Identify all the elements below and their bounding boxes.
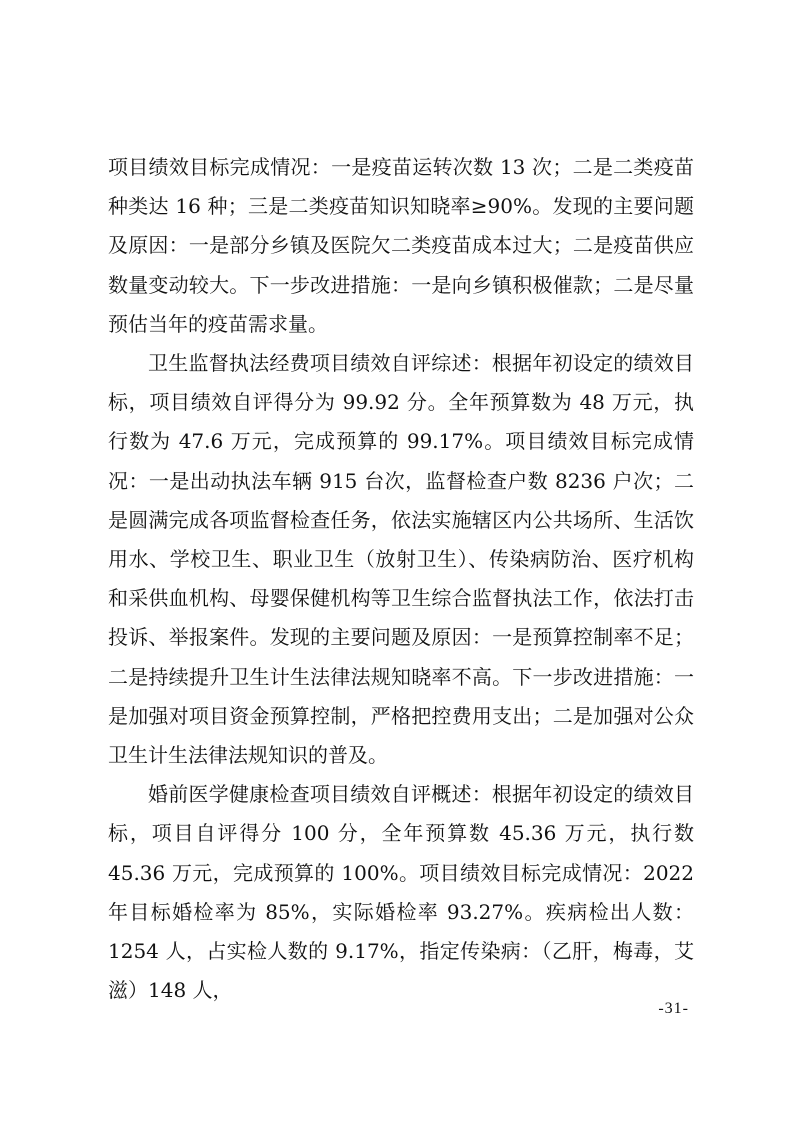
paragraph-health-supervision: 卫生监督执法经费项目绩效自评综述：根据年初设定的绩效目标，项目绩效自评得分为 99.92 分。全年预算数为 48 万元，执行数为 47.6 万元，完成预算的 99.17%。项目绩效目标完成情况：一是出动执法车辆 915 台次，监督检查户数 8236 户次；二是圆满完成各项监督检查任务，依法实施辖区内公共场所、生活饮用水、学校卫生、职业卫生（放射卫生）、传染病防治、医疗机构和采供血机构、母婴保健机构等卫生综合监督执法工作，依法打击投诉、举报案件。发现的主要问题及原因：一是预算控制率不足；二是持续提升卫生计生法律法规知晓率不高。下一步改进措施：一是加强对项目资金预算控制，严格把控费用支出；二是加强对公众卫生计生法律法规知识的普及。 xyxy=(108,351,694,768)
page-number: -31- xyxy=(658,1000,689,1017)
paragraph-vaccine-continuation: 项目绩效目标完成情况：一是疫苗运转次数 13 次；二是二类疫苗种类达 16 种；三是二类疫苗知识知晓率≥90%。发现的主要问题及原因：一是部分乡镇及医院欠二类疫苗成本过大；二是疫苗供应数量变动较大。下一步改进措施：一是向乡镇积极催款；二是尽量预估当年的疫苗需求量。 xyxy=(108,155,694,336)
paragraph-premarital-checkup: 婚前医学健康检查项目绩效自评概述：根据年初设定的绩效目标，项目自评得分 100 分，全年预算数 45.36 万元，执行数 45.36 万元，完成预算的 100%。项目绩效目标完成情况：2022 年目标婚检率为 85%，实际婚检率 93.27%。疾病检出人数：1254 人，占实检人数的 9.17%，指定传染病：（乙肝，梅毒，艾滋）148 人， xyxy=(108,782,694,1003)
body-text xyxy=(108,148,694,1010)
